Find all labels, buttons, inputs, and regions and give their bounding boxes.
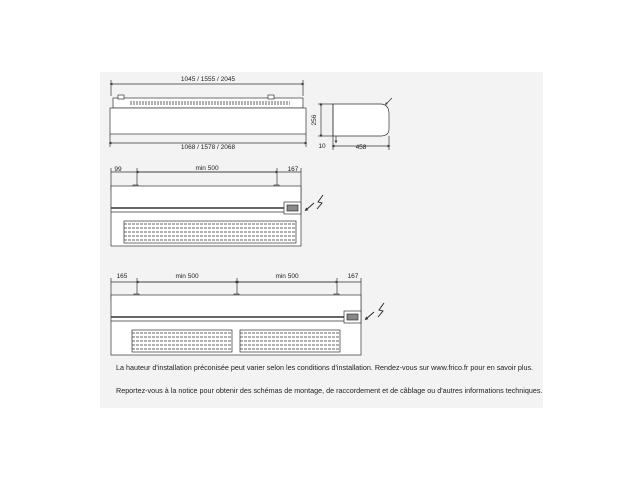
spacing-label-2: min 500 (275, 273, 299, 280)
width-top-label: 1045 / 1555 / 2045 (180, 76, 236, 83)
power-supply-icon (306, 195, 323, 210)
installation-note: La hauteur d'installation préconisée peut varier selon les conditions d'installation. Rendez-vous sur www.frico.fr pour en savoir plus. (116, 363, 534, 372)
unit-three-bracket-view (111, 278, 361, 355)
unit-side-view (318, 98, 392, 150)
spacing-label: min 500 (195, 165, 219, 172)
offset-label: 10 (318, 143, 326, 150)
left-margin-label: 99 (114, 166, 122, 173)
width-bottom-label: 1068 / 1578 / 2068 (180, 144, 236, 151)
unit-front-view (110, 80, 306, 147)
left-margin-label: 165 (116, 273, 128, 280)
power-supply-icon (366, 303, 384, 319)
right-margin-label: 167 (347, 273, 359, 280)
manual-note: Reportez-vous à la notice pour obtenir des schémas de montage, de raccordement et de câblage ou d'autres informations techniques. (116, 386, 543, 395)
height-label: 256 (311, 114, 318, 126)
unit-two-bracket-view (111, 168, 301, 246)
spacing-label-1: min 500 (175, 273, 199, 280)
depth-label: 458 (355, 144, 367, 151)
right-margin-label: 167 (287, 166, 299, 173)
